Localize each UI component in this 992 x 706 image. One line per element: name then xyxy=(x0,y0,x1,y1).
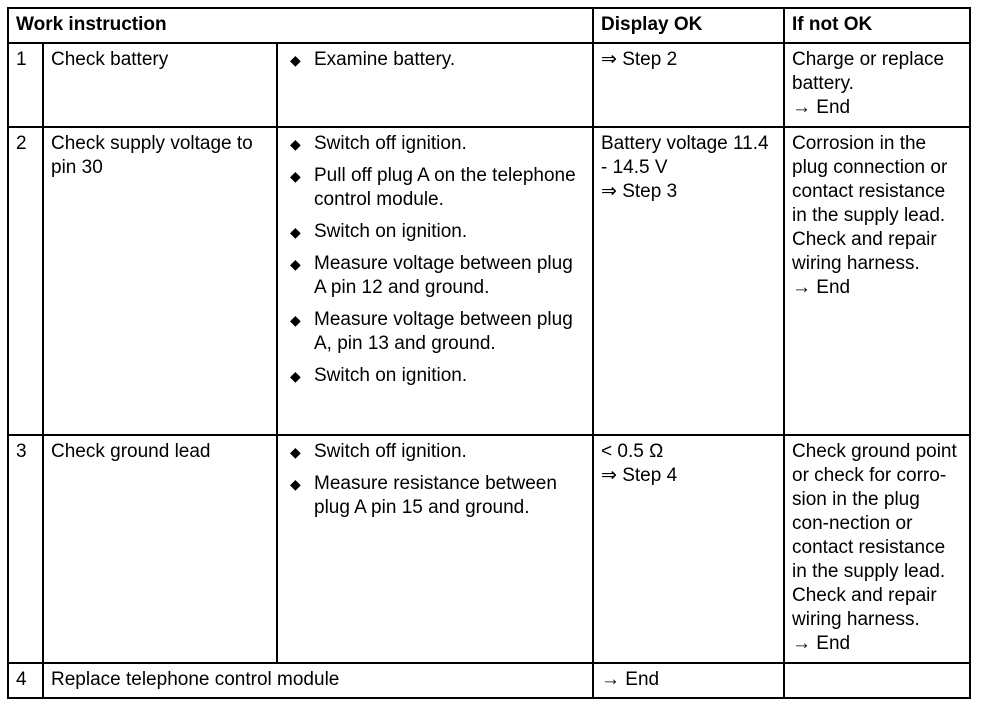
work-instruction-table xyxy=(7,7,971,699)
step-text: Measure voltage between plug A, pin 13 and ground. xyxy=(314,309,573,354)
next-step: Step 4 xyxy=(622,465,678,486)
step-item xyxy=(285,472,585,520)
arrow-icon: → xyxy=(792,633,811,654)
bullet-icon: ◆ xyxy=(290,136,301,152)
table-border-right xyxy=(969,7,971,699)
step-item xyxy=(285,440,585,464)
remedy-text: Check ground point or check for corro-sion in the plug con-nection or contact resistance in the supply lead. Check and repair wiring harness. xyxy=(792,441,957,630)
end-label: End xyxy=(816,633,851,654)
next-step: End xyxy=(625,669,660,690)
row-4-display-ok xyxy=(594,664,783,696)
header-if-not-ok: If not OK xyxy=(792,14,873,35)
remedy-text: Corrosion in the plug connection or contact resistance in the supply lead. Check and repair wiring harness. xyxy=(792,133,948,274)
implies-icon: ⇒ xyxy=(601,181,617,202)
implies-icon: ⇒ xyxy=(601,465,617,486)
step-item xyxy=(285,164,585,212)
table-border-left xyxy=(7,7,9,699)
step-item xyxy=(285,48,585,72)
step-text: Measure voltage between plug A pin 12 and ground. xyxy=(314,253,573,298)
step-text: Switch on ignition. xyxy=(314,221,468,242)
col-divider-display xyxy=(592,7,594,699)
row-2-display-ok xyxy=(594,128,783,208)
table-border-bottom xyxy=(7,697,971,699)
row-3-if-not-ok xyxy=(785,436,969,660)
row-4-title: Replace telephone control module xyxy=(51,669,340,690)
row-2-if-not-ok xyxy=(785,128,969,304)
step-text: Measure resistance between plug A pin 15 and ground. xyxy=(314,473,557,518)
end-label: End xyxy=(816,97,851,118)
row-2-steps xyxy=(278,128,592,400)
step-text: Examine battery. xyxy=(314,49,456,70)
row-4-if-not-ok xyxy=(785,664,969,672)
step-item xyxy=(285,132,585,156)
implies-icon: ⇒ xyxy=(601,49,617,70)
header-work-instruction: Work instruction xyxy=(16,14,167,35)
row-1-number: 1 xyxy=(16,49,27,70)
row-1-steps xyxy=(278,44,592,84)
row-4-number: 4 xyxy=(16,669,27,690)
bullet-icon: ◆ xyxy=(290,168,301,184)
display-value: < 0.5 Ω xyxy=(601,441,664,462)
bullet-icon: ◆ xyxy=(290,368,301,384)
display-value: Battery voltage 11.4 - 14.5 V xyxy=(601,133,769,178)
row-2-title: Check supply voltage to pin 30 xyxy=(51,133,253,178)
bullet-icon: ◆ xyxy=(290,52,301,68)
row-1-if-not-ok xyxy=(785,44,969,124)
next-step: Step 3 xyxy=(622,181,678,202)
row-3-title: Check ground lead xyxy=(51,441,211,462)
arrow-icon: → xyxy=(792,97,811,118)
bullet-icon: ◆ xyxy=(290,444,301,460)
row-3-steps xyxy=(278,436,592,532)
row-3-number: 3 xyxy=(16,441,27,462)
bullet-icon: ◆ xyxy=(290,256,301,272)
step-text: Switch on ignition. xyxy=(314,365,468,386)
row-2-number: 2 xyxy=(16,133,27,154)
end-label: End xyxy=(816,277,851,298)
step-item xyxy=(285,252,585,300)
step-text: Switch off ignition. xyxy=(314,133,467,154)
remedy-text: Charge or replace battery. xyxy=(792,49,945,94)
arrow-icon: → xyxy=(792,277,811,298)
step-item xyxy=(285,308,585,356)
bullet-icon: ◆ xyxy=(290,224,301,240)
row-3-display-ok xyxy=(594,436,783,492)
row-1-title: Check battery xyxy=(51,49,169,70)
row-1-display-ok xyxy=(594,44,783,76)
header-display-ok: Display OK xyxy=(601,14,703,35)
step-text: Switch off ignition. xyxy=(314,441,467,462)
next-step: Step 2 xyxy=(622,49,678,70)
bullet-icon: ◆ xyxy=(290,312,301,328)
step-item xyxy=(285,364,585,388)
bullet-icon: ◆ xyxy=(290,476,301,492)
arrow-icon: → xyxy=(601,669,620,690)
step-item xyxy=(285,220,585,244)
step-text: Pull off plug A on the telephone control module. xyxy=(314,165,576,210)
